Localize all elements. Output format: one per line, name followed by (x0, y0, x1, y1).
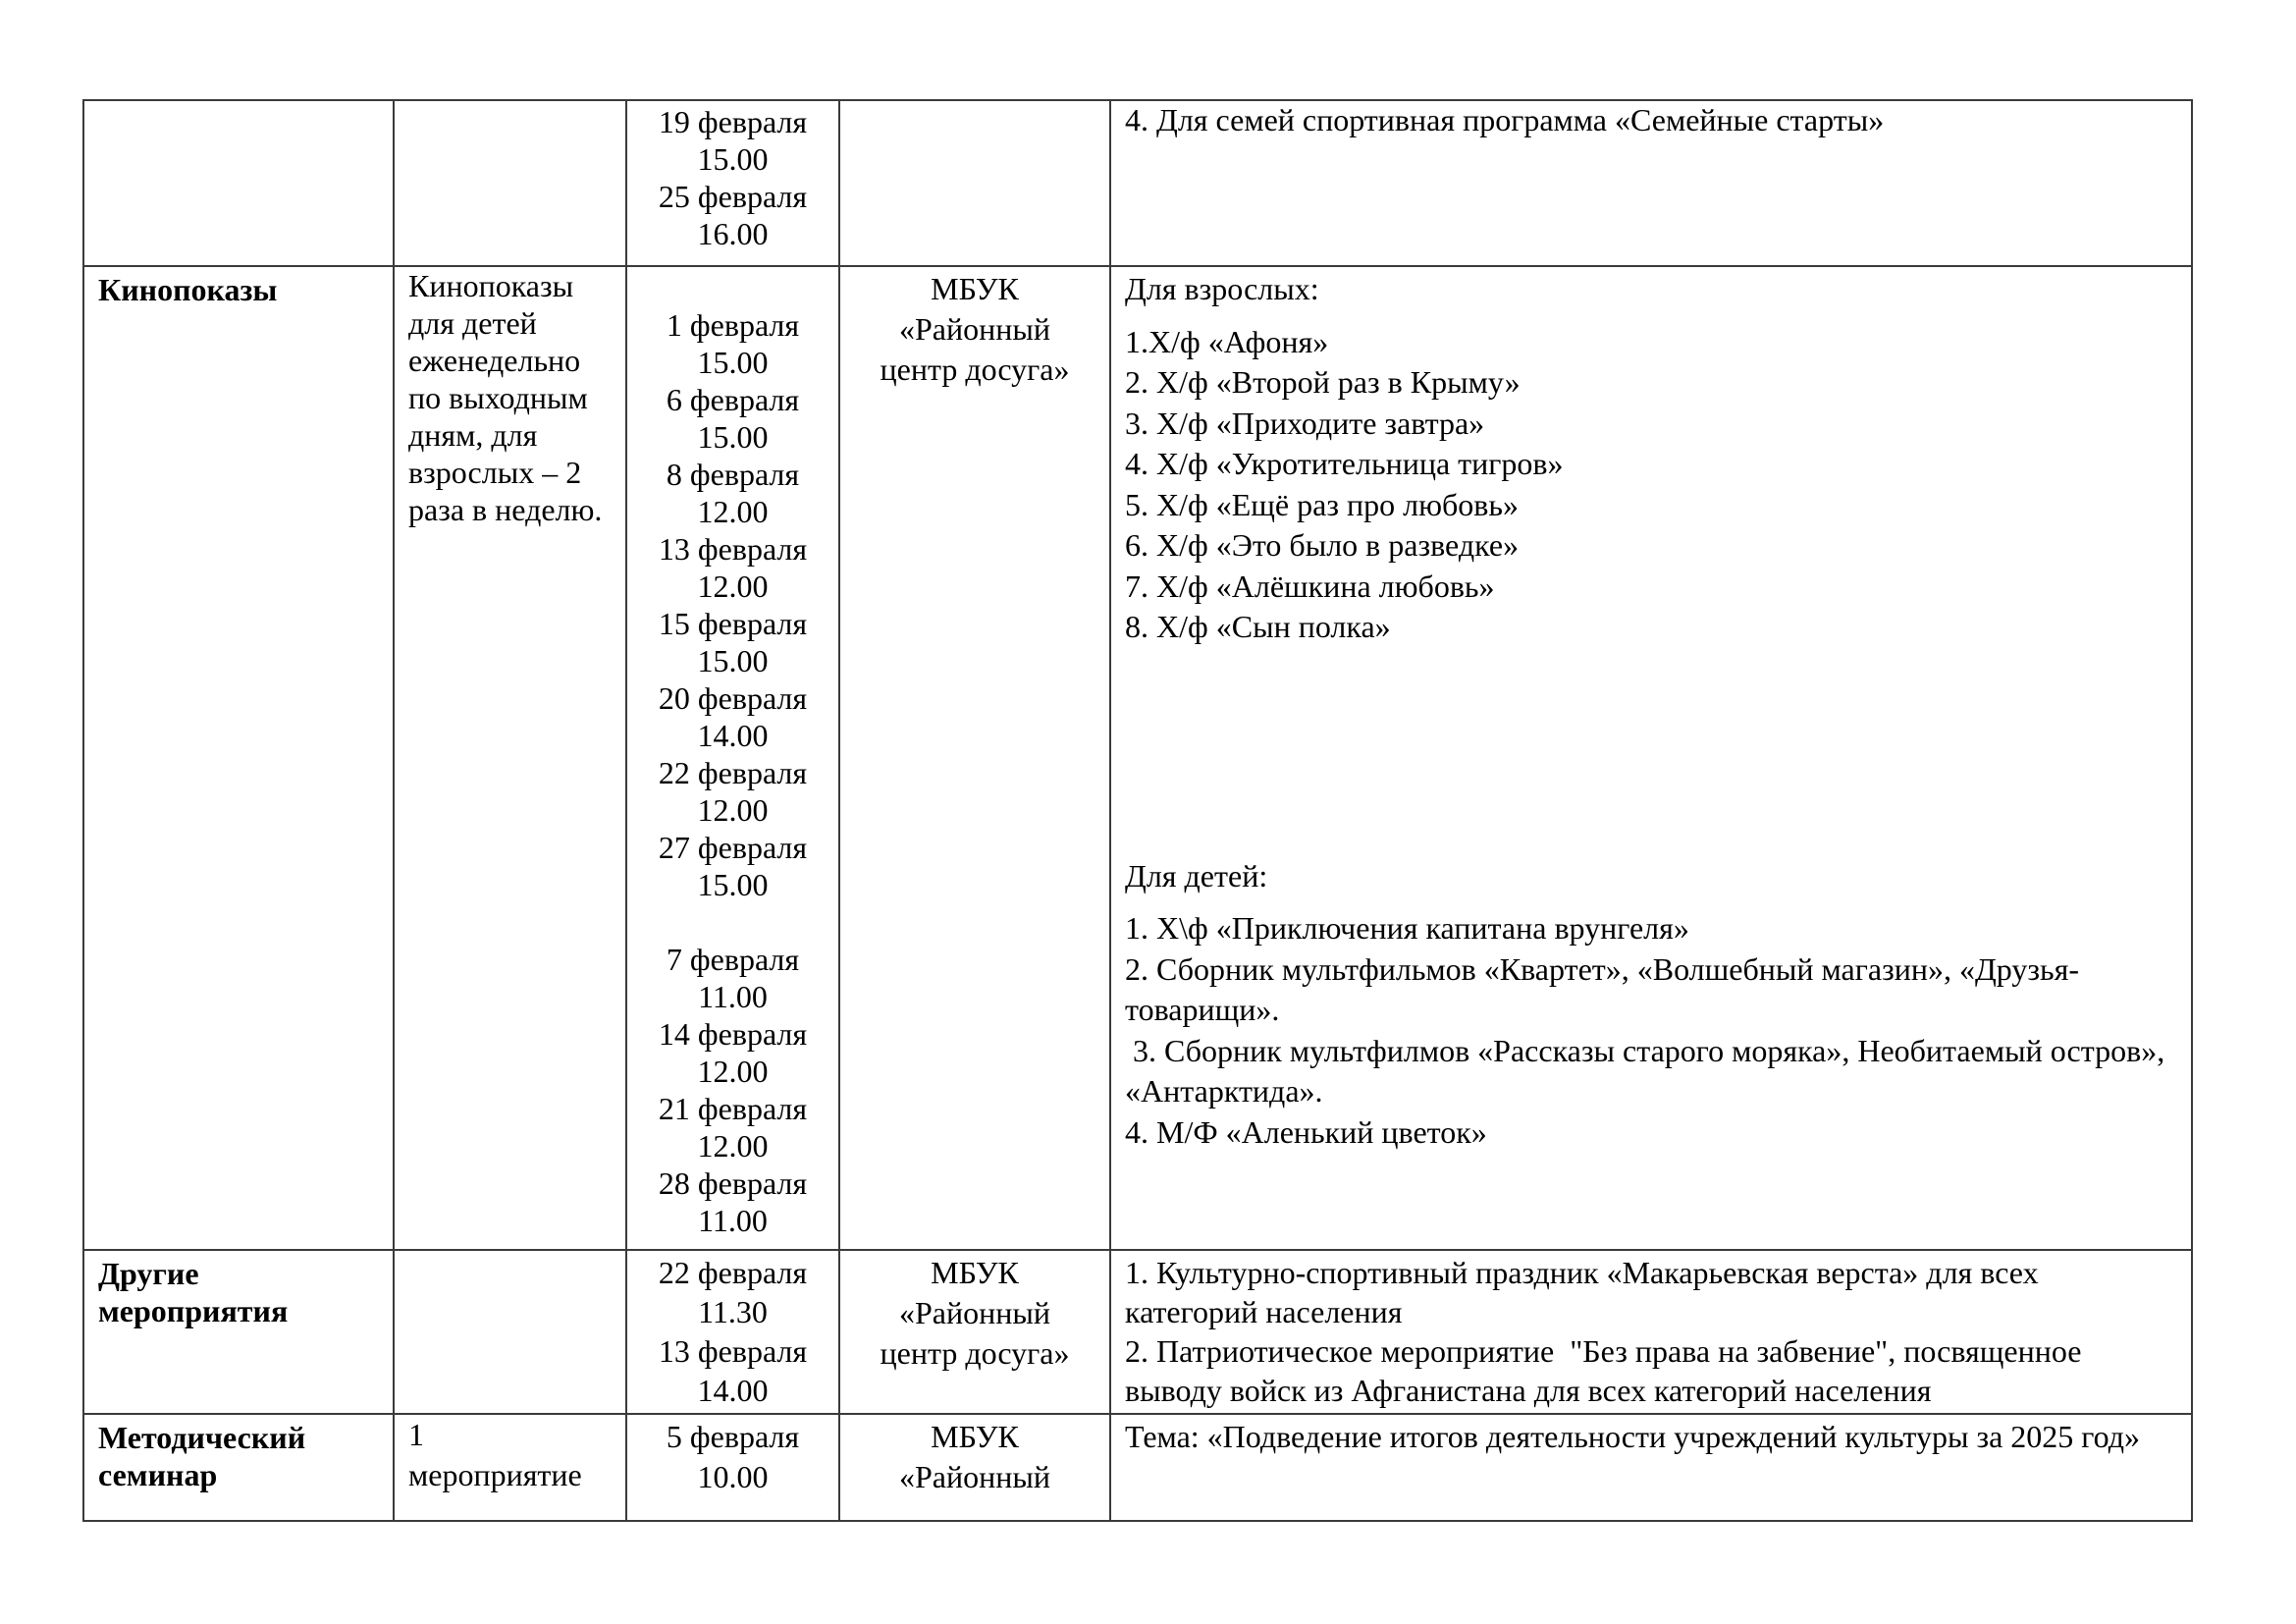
date: 28 февраля (658, 1165, 808, 1201)
time: 12.00 (697, 568, 769, 604)
date: 21 февраля (658, 1091, 808, 1126)
venue-line: МБУК (931, 1419, 1019, 1454)
content-cell (1110, 100, 2192, 266)
date: 14 февраля (658, 1016, 808, 1052)
description-line: мероприятие (408, 1457, 582, 1492)
date: 22 февраля (658, 755, 808, 790)
time: 15.00 (697, 643, 769, 678)
description-line: раза в неделю. (408, 492, 603, 527)
description-line: по выходным (408, 380, 588, 415)
film-item: 4. Х/ф «Укротительница тигров» (1125, 446, 1564, 481)
date: 7 февраля (666, 942, 800, 977)
time: 15.00 (697, 867, 769, 902)
film-item: 8. Х/ф «Сын полка» (1125, 609, 1391, 644)
time: 11.30 (698, 1294, 768, 1329)
table-row-methodical-seminar (83, 1414, 2192, 1521)
date: 27 февраля (658, 830, 808, 865)
date: 20 февраля (658, 680, 808, 716)
film-item: 1.Х/ф «Афоня» (1125, 323, 1329, 359)
time: 10.00 (697, 1459, 769, 1494)
film-item: 3. Сборник мультфилмов «Рассказы старого моряка», Необитаемый остров», «Антарктида». (1125, 1032, 2173, 1109)
content-cell (1110, 266, 2192, 1250)
description-cell (394, 266, 626, 1250)
category-label: Другие мероприятия (98, 1256, 289, 1328)
film-item: 2. Сборник мультфильмов «Квартет», «Волшебный магазин», «Друзья-товарищи». (1125, 950, 2079, 1027)
film-item: 6. Х/ф «Это было в разведке» (1125, 527, 1520, 563)
time: 15.00 (697, 141, 769, 177)
film-item: 5. Х/ф «Ещё раз про любовь» (1125, 486, 1519, 522)
venue-cell (839, 1250, 1110, 1414)
category-cell (83, 100, 394, 266)
date: 13 февраля (658, 1333, 808, 1369)
table-row-other-events (83, 1250, 2192, 1414)
category-cell (83, 266, 394, 1250)
time: 14.00 (697, 1373, 769, 1408)
description-line: для детей (408, 305, 537, 341)
adults-heading: Для взрослых: (1125, 271, 1319, 306)
venue-line: МБУК (931, 1255, 1019, 1290)
time: 12.00 (697, 494, 769, 529)
description-line: взрослых – 2 (408, 455, 582, 490)
venue-line: «Районный (899, 311, 1050, 347)
venue-cell (839, 100, 1110, 266)
event-item: 1. Культурно-спортивный праздник «Макарьевская верста» для всех категорий населения (1125, 1255, 2039, 1329)
category-cell (83, 1414, 394, 1521)
date: 19 февраля (658, 104, 808, 139)
description-cell (394, 1250, 626, 1414)
date: 5 февраля (666, 1419, 800, 1454)
event-item: 2. Патриотическое мероприятие "Без права на забвение", посвященное выводу войск из Афганистана для всех категорий населения (1125, 1333, 2090, 1408)
venue-line: МБУК (931, 271, 1019, 306)
film-item: 3. Х/ф «Приходите завтра» (1125, 405, 1485, 441)
time: 12.00 (697, 792, 769, 828)
schedule-table (82, 99, 2193, 1522)
description-line: 1 (408, 1417, 424, 1452)
venue-cell (839, 1414, 1110, 1521)
film-item: 2. Х/ф «Второй раз в Крыму» (1125, 364, 1521, 400)
film-item: 7. Х/ф «Алёшкина любовь» (1125, 568, 1495, 604)
category-label: Кинопоказы (98, 272, 278, 307)
venue-line: «Районный (899, 1459, 1050, 1494)
dates-cell (626, 100, 839, 266)
content-cell (1110, 1414, 2192, 1521)
description-cell (394, 100, 626, 266)
date: 15 февраля (658, 606, 808, 641)
date: 22 февраля (658, 1255, 808, 1290)
category-label: Методический семинар (98, 1420, 306, 1492)
kids-heading: Для детей: (1125, 857, 1268, 893)
date: 1 февраля (666, 307, 800, 343)
table-row-film-screenings (83, 266, 2192, 1250)
content-cell (1110, 1250, 2192, 1414)
description-line: дням, для (408, 417, 538, 453)
film-item: 4. М/Ф «Аленький цветок» (1125, 1113, 1487, 1150)
category-cell (83, 1250, 394, 1414)
time: 12.00 (697, 1054, 769, 1089)
table-row-family-sports (83, 100, 2192, 266)
date: 6 февраля (666, 382, 800, 417)
date: 8 февраля (666, 457, 800, 492)
time: 11.00 (698, 979, 768, 1014)
venue-line: центр досуга» (880, 1335, 1070, 1371)
film-item: 1. Х\ф «Приключения капитана врунгеля» (1125, 910, 1689, 946)
dates-cell (626, 1414, 839, 1521)
event-item: 4. Для семей спортивная программа «Семейные старты» (1125, 102, 1885, 137)
dates-cell (626, 1250, 839, 1414)
venue-line: центр досуга» (880, 352, 1070, 387)
time: 15.00 (697, 345, 769, 380)
dates-cell (626, 266, 839, 1250)
venue-line: «Районный (899, 1295, 1050, 1330)
time: 12.00 (697, 1128, 769, 1164)
date: 13 февраля (658, 531, 808, 567)
description-line: еженедельно (408, 343, 581, 378)
description-line: Кинопоказы (408, 268, 574, 303)
time: 14.00 (697, 718, 769, 753)
date: 25 февраля (658, 179, 808, 214)
time: 16.00 (697, 216, 769, 251)
time: 11.00 (698, 1203, 768, 1238)
description-cell (394, 1414, 626, 1521)
venue-cell (839, 266, 1110, 1250)
seminar-topic: Тема: «Подведение итогов деятельности учреждений культуры за 2025 год» (1125, 1419, 2140, 1454)
time: 15.00 (697, 419, 769, 455)
